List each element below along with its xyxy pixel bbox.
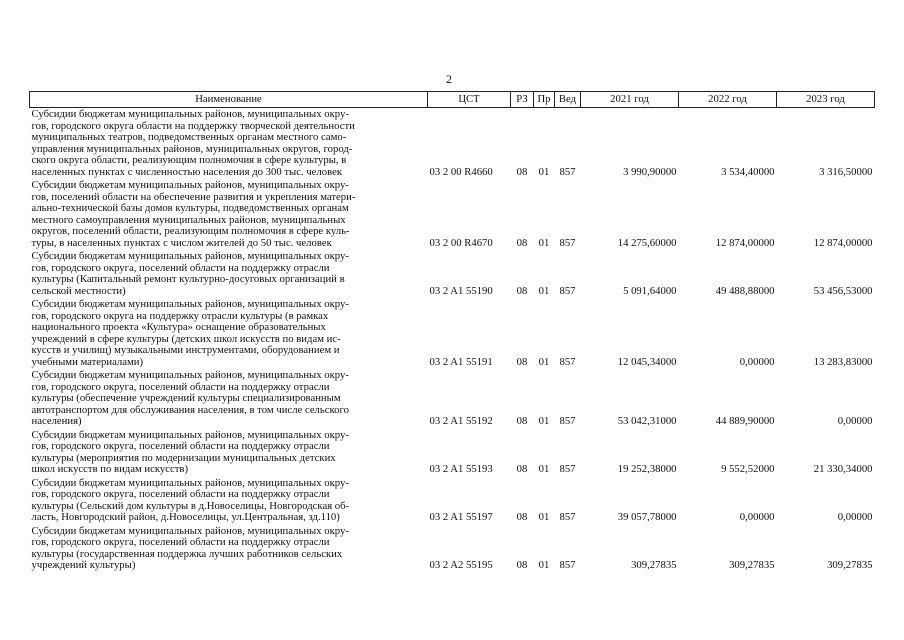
row-name-line: населения) [31, 415, 82, 427]
table-row [30, 250, 875, 298]
row-2021: 14 275,60000 [617, 236, 677, 249]
row-name-line: гов, городского округа, поселений области на поддержку отрасли [31, 261, 330, 274]
row-pr: 01 [538, 284, 550, 297]
header-2021: 2021 год [581, 92, 679, 108]
row-2021: 5 091,64000 [623, 284, 677, 297]
row-name-line: гов, городского округа на поддержку отрасли культуры (в рамках [31, 309, 329, 322]
row-2023: 3 316,50000 [819, 165, 873, 178]
table-row [30, 369, 875, 429]
row-rz: 08 [516, 165, 528, 178]
row-name-line: культуры (обеспечение учреждений культуры специализированным [31, 392, 341, 404]
row-2022: 309,27835 [729, 559, 775, 571]
row-name-line: школ искусств по видам искусств) [31, 463, 189, 475]
row-name-line: Субсидии бюджетам муниципальных районов, муниципальных окру- [31, 476, 349, 489]
row-ved: 857 [559, 165, 576, 178]
row-ved: 857 [559, 415, 576, 427]
row-ved: 857 [559, 284, 576, 297]
row-2022: 9 552,52000 [721, 463, 775, 475]
row-cst: 03 2 00 R4670 [429, 236, 493, 249]
table-row [30, 108, 875, 180]
row-pr: 01 [538, 559, 550, 571]
row-2021: 12 045,34000 [617, 355, 677, 368]
table-row [30, 525, 875, 573]
row-cst: 03 2 A1 55191 [429, 355, 493, 368]
row-name-line: Субсидии бюджетам муниципальных районов, муниципальных окру- [31, 369, 349, 381]
row-ved: 857 [559, 236, 576, 249]
row-name-line: гов, городского округа области на поддержку творческой деятельности [31, 119, 355, 132]
row-name [30, 179, 428, 250]
row-name-line: Субсидии бюджетам муниципальных районов, муниципальных окру- [31, 179, 349, 191]
header-2022: 2022 год [679, 92, 777, 108]
row-name-line: культуры (мероприятия по модернизации муниципальных детских [31, 451, 336, 464]
row-rz: 08 [516, 559, 528, 571]
row-name [30, 525, 428, 573]
row-name-line: автотранспортом для обслуживания населения, в том числе сельского [31, 403, 349, 416]
row-name [30, 108, 428, 180]
header-rz: РЗ [511, 92, 534, 108]
row-pr: 01 [538, 236, 550, 249]
row-name-line: ально-технической базы домов культуры, подведомственных органам [31, 202, 349, 214]
row-pr: 01 [538, 463, 550, 475]
row-2022: 0,00000 [739, 355, 775, 368]
row-name-line: управления муниципальных районов, муниципальных округов, город- [31, 142, 353, 155]
header-name: Наименование [30, 92, 428, 108]
row-2023: 13 283,83000 [813, 355, 873, 368]
header-2023: 2023 год [777, 92, 875, 108]
row-name-line: гов, городского округа, поселений области на поддержку отрасли [31, 440, 330, 452]
row-name-line: округов, поселений области, реализующим полномочия в сфере куль- [31, 225, 350, 237]
row-name-line: ского округа области, реализующим полномочия в сфере культуры, в [31, 154, 347, 166]
row-ved: 857 [559, 511, 576, 523]
row-rz: 08 [516, 511, 528, 523]
row-name-line: муниципальных театров, подведомственных органам местного само- [31, 131, 347, 143]
table-row [30, 477, 875, 525]
row-cst: 03 2 A2 55195 [429, 559, 493, 571]
row-2023: 0,00000 [837, 415, 873, 427]
row-pr: 01 [538, 415, 550, 427]
table-row [30, 429, 875, 477]
row-2021: 3 990,90000 [623, 165, 677, 178]
row-rz: 08 [516, 355, 528, 368]
row-2023: 12 874,00000 [813, 236, 873, 249]
row-name-line: ласть, Новгородский район, д.Новоселицы, ул.Центральная, зд.110) [31, 511, 340, 523]
row-name-line: культуры (Капитальный ремонт культурно-досуговых организаций в [31, 273, 345, 285]
row-2022: 44 889,90000 [715, 415, 775, 427]
row-name-line: гов, поселений области на обеспечение развития и укрепления матери- [31, 190, 356, 203]
row-cst: 03 2 00 R4660 [429, 165, 493, 178]
table-body [30, 108, 875, 573]
header-cst: ЦСТ [428, 92, 511, 108]
row-pr: 01 [538, 165, 550, 178]
row-cst: 03 2 A1 55190 [429, 284, 493, 297]
row-name [30, 298, 428, 369]
row-name-line: гов, городского округа, поселений области на поддержку отрасли [31, 536, 330, 548]
budget-table [29, 91, 875, 573]
row-2022: 12 874,00000 [715, 236, 775, 249]
row-cst: 03 2 A1 55197 [429, 511, 493, 523]
table-row [30, 298, 875, 369]
row-2023: 21 330,34000 [813, 463, 873, 475]
row-name-line: культуры (государственная поддержка лучших работников сельских [31, 547, 343, 560]
row-pr: 01 [538, 355, 550, 368]
row-name [30, 369, 428, 429]
row-name-line: национального проекта «Культура» оснащение образовательных [31, 321, 326, 333]
row-2023: 53 456,53000 [813, 284, 873, 297]
row-rz: 08 [516, 415, 528, 427]
row-name-line: Субсидии бюджетам муниципальных районов, муниципальных окру- [31, 524, 349, 537]
row-name-line: учреждений культуры) [31, 559, 136, 571]
row-name-line: сельской местности) [31, 284, 126, 297]
row-2021: 19 252,38000 [617, 463, 677, 475]
row-ved: 857 [559, 355, 576, 368]
row-name [30, 477, 428, 525]
row-name-line: культуры (Сельский дом культуры в д.Новоселицы, Новгородская об- [31, 499, 350, 512]
row-name-line: кусств и училищ) музыкальными инструментами, оборудованием и [31, 344, 340, 356]
row-2021: 309,27835 [631, 559, 677, 571]
row-name-line: населенных пунктах с численностью населения до 300 тыс. человек [31, 165, 343, 178]
row-cst: 03 2 A1 55193 [429, 463, 493, 475]
row-pr: 01 [538, 511, 550, 523]
row-name-line: туры, в населенных пунктах с числом жителей до 50 тыс. человек [31, 236, 332, 249]
table-header-row [30, 92, 875, 108]
row-ved: 857 [559, 463, 576, 475]
row-name [30, 429, 428, 477]
header-ved: Вед [555, 92, 581, 108]
row-2023: 0,00000 [837, 511, 873, 523]
row-rz: 08 [516, 463, 528, 475]
row-2021: 39 057,78000 [617, 511, 677, 523]
row-name-line: Субсидии бюджетам муниципальных районов, муниципальных окру- [31, 108, 349, 120]
row-name-line: Субсидии бюджетам муниципальных районов, муниципальных окру- [31, 250, 349, 262]
row-cst: 03 2 A1 55192 [429, 415, 493, 427]
row-name-line: учебными материалами) [31, 355, 144, 368]
header-pr: Пр [534, 92, 555, 108]
row-2022: 0,00000 [739, 511, 775, 523]
row-2022: 3 534,40000 [721, 165, 775, 178]
row-name-line: Субсидии бюджетам муниципальных районов, муниципальных окру- [31, 298, 349, 310]
row-name-line: Субсидии бюджетам муниципальных районов, муниципальных окру- [31, 428, 349, 441]
row-rz: 08 [516, 284, 528, 297]
row-2022: 49 488,88000 [715, 284, 775, 297]
row-2023: 309,27835 [827, 559, 873, 571]
row-name [30, 250, 428, 298]
row-rz: 08 [516, 236, 528, 249]
row-2021: 53 042,31000 [617, 415, 677, 427]
row-name-line: учреждений в сфере культуры (детских школ искусств по видам ис- [31, 332, 341, 345]
row-name-line: местного самоуправления муниципальных районов, муниципальных [31, 213, 346, 226]
row-ved: 857 [559, 559, 576, 571]
row-name-line: гов, городского округа, поселений области на поддержку отрасли [31, 380, 330, 393]
page-number: 2 [446, 72, 452, 86]
table-row [30, 179, 875, 250]
row-name-line: гов, городского округа, поселений области на поддержку отрасли [31, 488, 330, 500]
